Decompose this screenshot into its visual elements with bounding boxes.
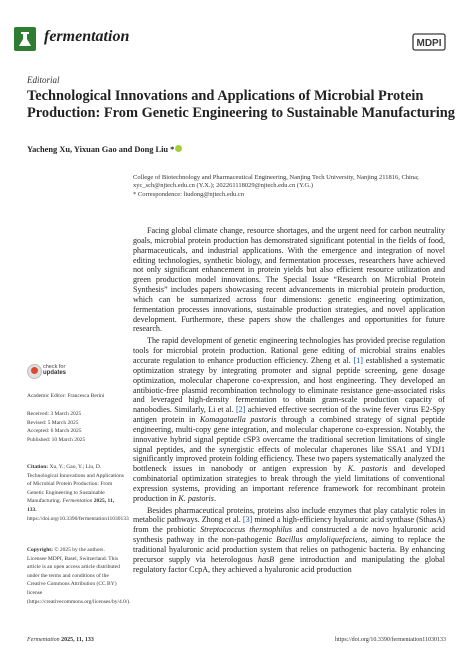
copyright-label: Copyright: [27, 547, 53, 553]
affiliation-block [133, 174, 463, 199]
article-type: Editorial [27, 75, 60, 85]
date-accepted: Accepted: 6 March 2025 [27, 428, 82, 435]
check-updates-line2: updates [43, 370, 67, 377]
mdpi-logo-icon[interactable] [412, 33, 446, 51]
citation-label: Citation: [27, 464, 49, 470]
paragraph-enzymes: Besides pharmaceutical proteins, proteins also include enzymes that play catalytic roles in metabolic pathways. Zhong et al. [3] mined a high-efficiency hyaluronic acid synthase (SthasA) from the probiotic Streptococcus thermophilus and constructed a de novo hyaluronic acid synthesis pathway in the non-pathogenic Bacillus amyloliquefaciens, aiming to replace the traditional hyaluronic acid production system that relies on pathogenic bacteria. By enhancing precursor supply via heterologous hasB gene introduction and manipulating the global regulatory factor CcpA, they achieved a hyaluronic acid production [133, 505, 446, 574]
svg-text:MDPI: MDPI [416, 38, 442, 49]
footer-doi-link[interactable]: https://doi.org/10.3390/fermentation11030133 [335, 637, 446, 643]
author-names: Yacheng Xu, Yixuan Gao and Dong Liu * [27, 145, 175, 154]
footer-volume: 2025, 11, 133 [61, 637, 94, 643]
author-list [27, 145, 182, 154]
fermentation-logo-icon [14, 27, 36, 51]
footer-journal: Fermentation [27, 637, 60, 643]
date-received: Received: 3 March 2025 [27, 411, 82, 417]
affiliation-emails: xyc_sch@njtech.edu.cn (Y.X.); 202261118029@njtech.edu.cn (Y.G.) [133, 182, 314, 190]
footer-citation [27, 637, 94, 643]
affiliation-line: College of Biotechnology and Pharmaceutical Engineering, Nanjing Tech University, Nanjing 211816, China; [133, 174, 419, 181]
correspondence: * Correspondence: liudong@njtech.edu.cn [133, 190, 245, 198]
citation-text: Xu, Y.; Gao, Y.; Liu, D. Technological Innovations and Applications of Microbial Protein Production: From Genetic Engineering to Sustainable Manufacturing. [27, 464, 124, 505]
reference-link-1[interactable]: [1] [353, 355, 363, 365]
reference-link-3[interactable]: [3] [242, 515, 253, 525]
orcid-icon[interactable] [175, 145, 182, 152]
date-published: Published: 10 March 2025 [27, 436, 86, 443]
copyright-text: © 2025 by the authors. Licensee MDPI, Basel, Switzerland. This article is an open access article distributed under the terms and conditions of the Creative Commons Attribution (CC BY) license (https://creativecommons.org/licenses/by/4.0/). [27, 547, 131, 605]
paragraph-genetic-engineering: The rapid development of genetic engineering technologies has provided precise regulation tools for microbial protein production. Rational gene editing of microbial strains enables accurate regulation to enhance production efficiency. Zheng et al. [1] established a systematic optimization strategy by integrating promoter and signal peptide screening, gene dosage optimization, molecular chaperone co-expression, and host engineering. They developed an antibiotic-free plasmid recombination technology to eliminate resistance gene-associated risks and leveraged high-density fermentation to obtain gram-scale production capacity of nanobodies. Similarly, Li et al. [2] achieved effective secretion of the swine fever virus E2-Spy antigen protein in Komagataella pastoris through a combined strategy of signal peptide engineering, multi-copy gene integration, and molecular chaperone co-expression. Notably, the innovative hybrid signal peptide cSP3 overcame the traditional secretion limitations of single signal peptides, and the synergistic effects of molecular chaperones like SSA1 and YDJ1 significantly improved protein folding efficiency. These two papers systematically analyzed the bottleneck issues in nanobody or antigen expression by K. pastoris and developed combinatorial optimization strategies to break through the yield limitations of conventional expression systems, providing an important reference framework for recombinant protein production in K. pastoris. [133, 336, 446, 503]
citation-volume: 2025, 11, 133. [27, 498, 115, 513]
check-for-updates-button[interactable] [27, 362, 87, 382]
academic-editor: Academic Editor: Francesca Berini [27, 393, 105, 399]
article-title: Technological Innovations and Applications of Microbial Protein Production: From Genetic Engineering to Sustainable Manufacturing [27, 88, 455, 121]
article-body [133, 226, 445, 577]
check-updates-line1: check for [43, 364, 66, 370]
citation-journal: Fermentation [62, 498, 93, 505]
paragraph-intro: Facing global climate change, resource shortages, and the urgent need for carbon neutrality goals, microbial protein production has demonstrated significant potential in the fields of food, pharmaceuticals, and industrial applications. With the emergence and integration of novel editing technologies, synthetic biology, and fermentation processes, researchers have achieved not only significant enhancement in protein yields but also efficient resource utilization and green production model innovations. The Special Issue “Research on Microbial Protein Synthesis” includes papers showcasing recent advancements in microbial protein production, which can be summarized across four dimensions: genetic engineering optimization, fermentation processes innovations, sustainable production strategies, and novel application development. Furthermore, these papers show the challenges and opportunities for future research. [133, 226, 445, 334]
citation-doi-link[interactable]: https://doi.org/10.3390/fermentation11030133 [27, 515, 129, 522]
copyright-block [27, 546, 131, 606]
reference-link-2[interactable]: [2] [235, 405, 246, 415]
citation-block [27, 463, 129, 523]
date-revised: Revised: 5 March 2025 [27, 419, 79, 426]
journal-name[interactable]: fermentation [44, 28, 130, 45]
publication-dates [27, 410, 125, 444]
check-updates-icon [27, 364, 42, 379]
